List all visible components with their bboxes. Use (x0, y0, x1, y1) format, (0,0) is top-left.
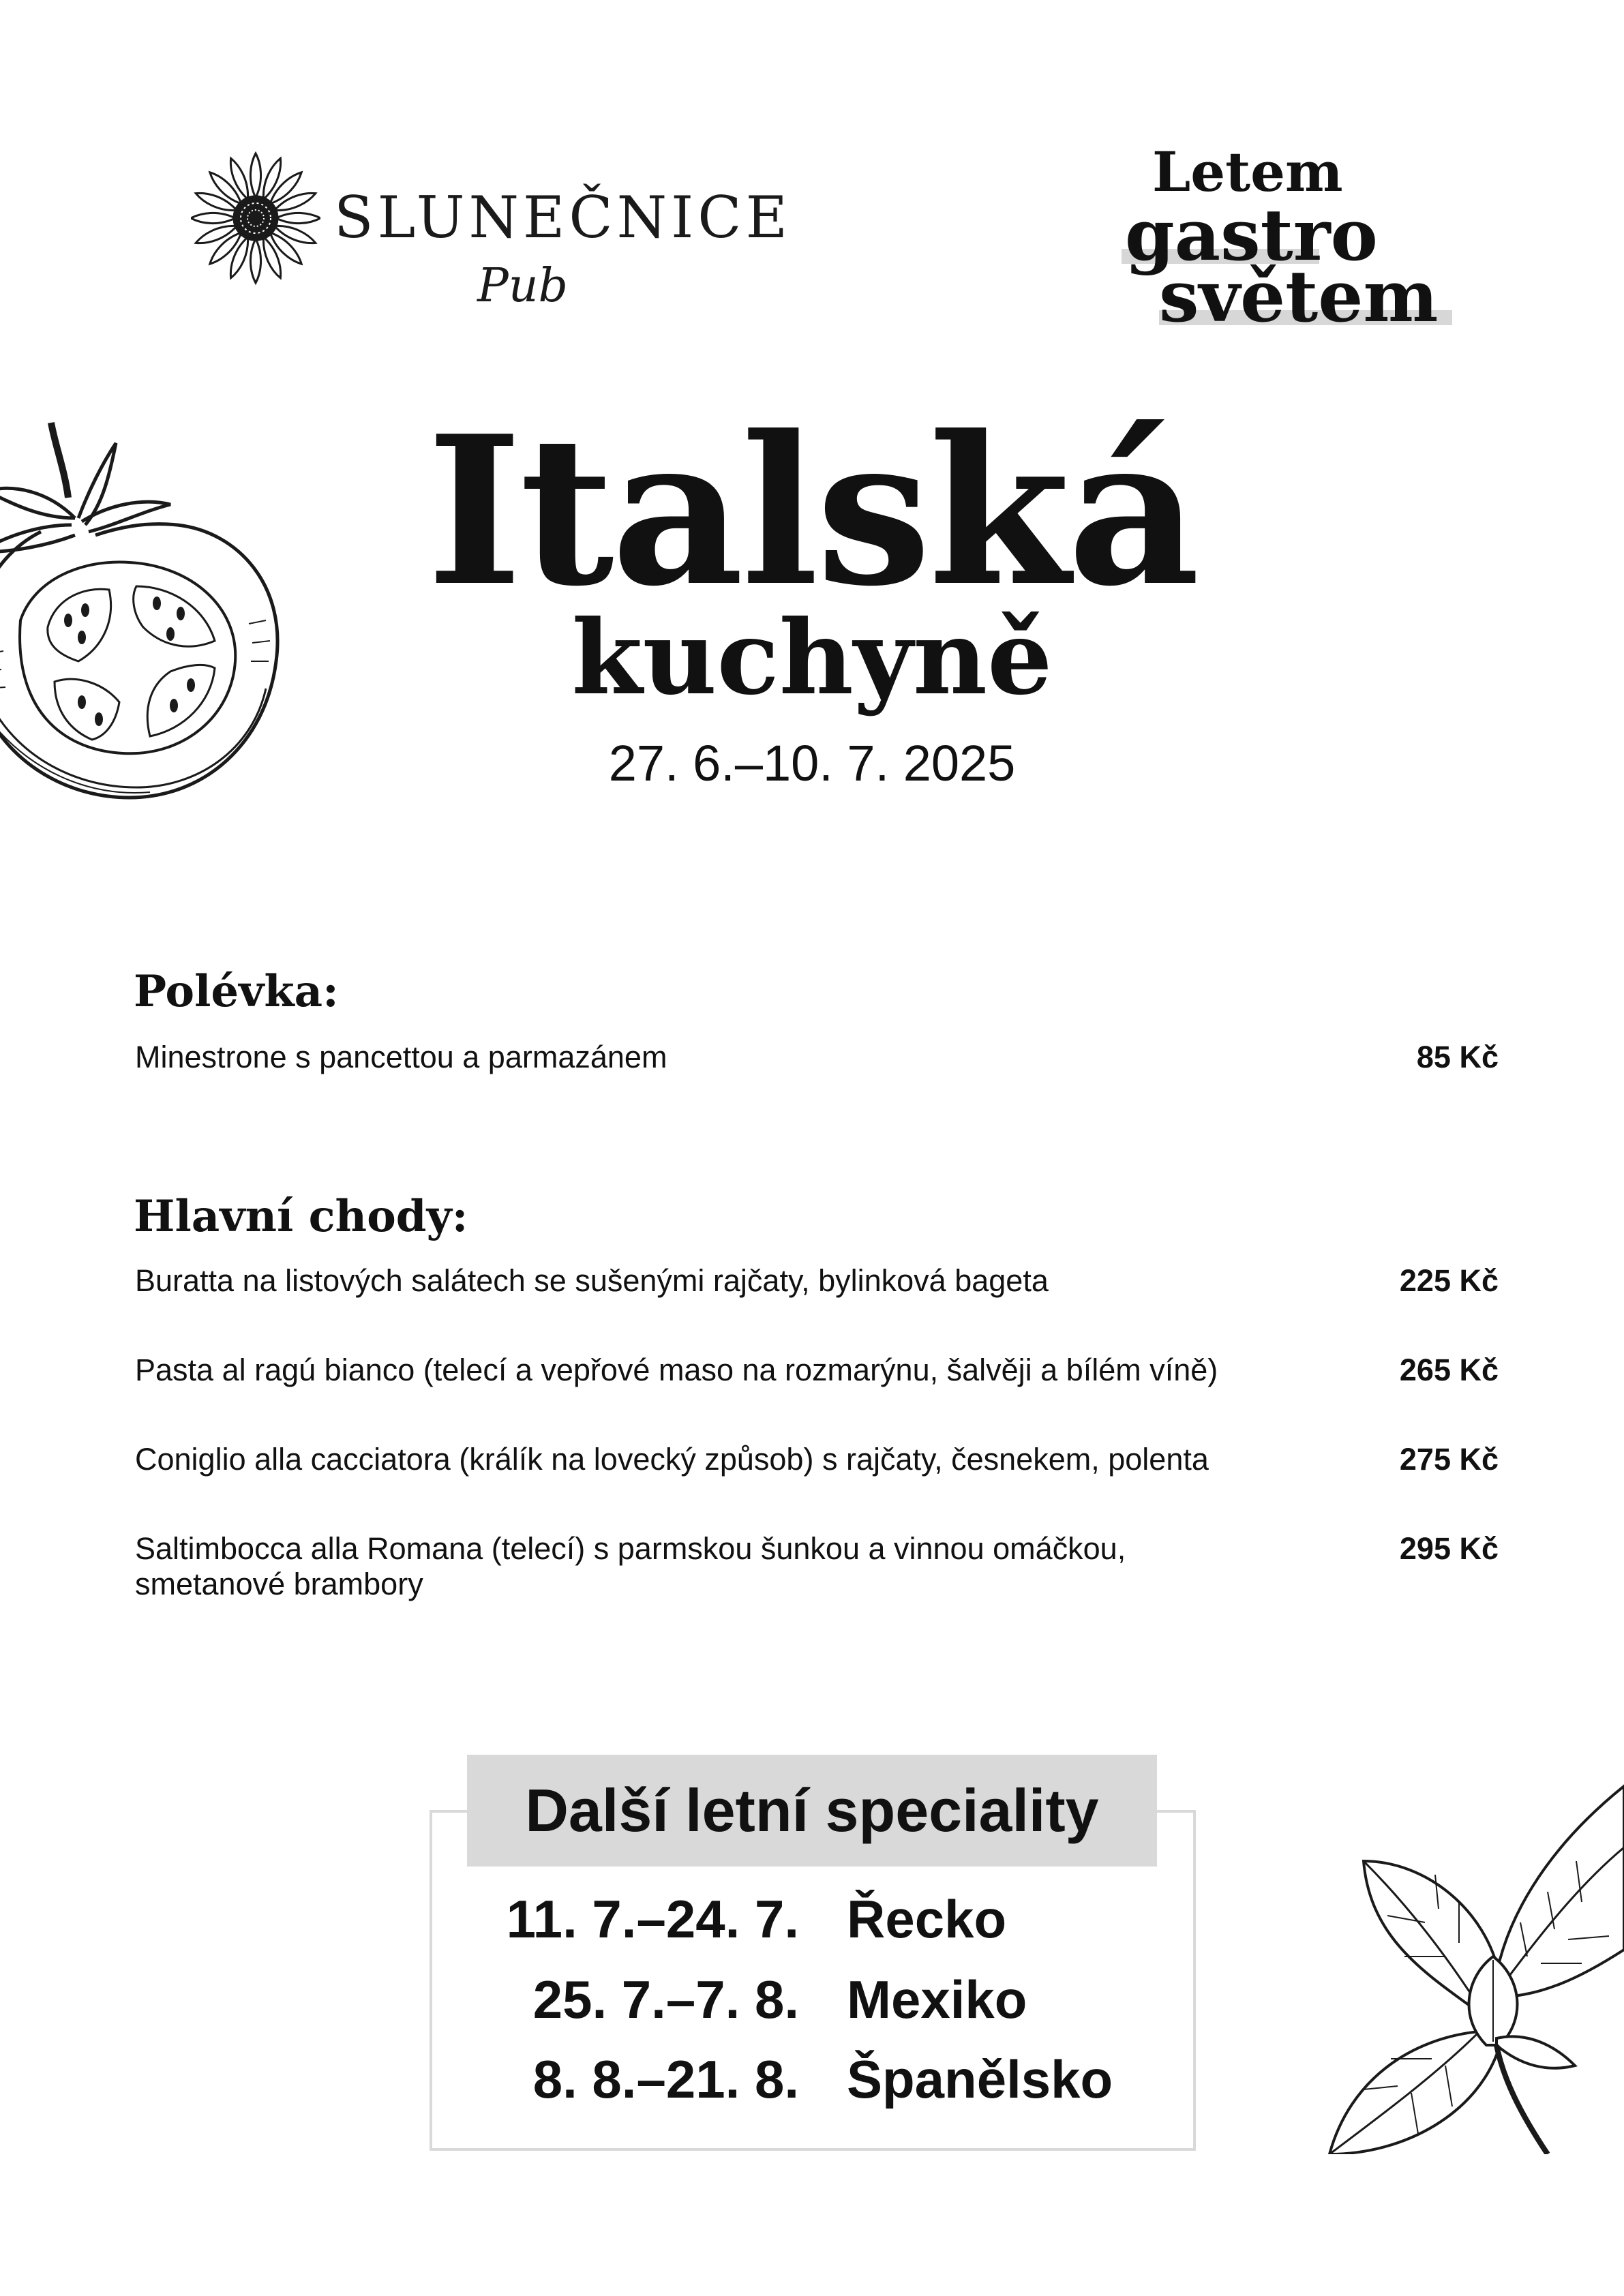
menu-item-price: 225 Kč (1399, 1263, 1499, 1298)
menu-item-name: Saltimbocca alla Romana (telecí) s parmskou šunkou a vinnou omáčkou, (135, 1531, 1126, 1566)
menu-item-name: Coniglio alla cacciatora (králík na lovecký způsob) s rajčaty, česnekem, polenta (135, 1442, 1209, 1477)
sunflower-icon (191, 150, 320, 286)
page-subtitle: kuchyně (571, 598, 1053, 718)
menu-item (135, 1263, 1499, 1299)
special-country: Řecko (847, 1889, 1007, 1949)
menu-item-price: 85 Kč (1416, 1040, 1499, 1074)
menu-item-price: 295 Kč (1399, 1531, 1499, 1566)
menu-item-name: Minestrone s pancettou a parmazánem (135, 1040, 667, 1074)
section-title-main-courses: Hlavní chody: (134, 1190, 468, 1244)
menu-item-name: Pasta al ragú bianco (telecí a vepřové maso na rozmarýnu, šalvěji a bílém víně) (135, 1353, 1218, 1387)
menu-item-price: 265 Kč (1399, 1353, 1499, 1387)
basil-illustration (1323, 1772, 1624, 2158)
date-range: 27. 6.–10. 7. 2025 (608, 735, 1016, 791)
special-date: 11. 7.–24. 7. (506, 1889, 799, 1949)
menu-item (135, 1353, 1499, 1388)
tagline-line-2: gastro (1125, 193, 1378, 277)
specials-title: Další letní speciality (525, 1777, 1099, 1844)
special-country: Mexiko (847, 1969, 1027, 2029)
menu-item-name: Buratta na listových salátech se sušenými rajčaty, bylinková bageta (135, 1263, 1049, 1298)
special-date: 25. 7.–7. 8. (532, 1969, 799, 2029)
pub-subtitle: Pub (477, 259, 569, 313)
pub-name: SLUNEČNICE (334, 184, 792, 251)
special-date: 8. 8.–21. 8. (532, 2049, 799, 2109)
menu-item (135, 1040, 1499, 1075)
menu-item (135, 1531, 1499, 1602)
menu-item (135, 1442, 1499, 1477)
page-title: Italská (426, 391, 1198, 631)
tagline-line-3: světem (1159, 254, 1439, 338)
special-country: Španělsko (847, 2049, 1113, 2109)
tagline-line-1: Letem (1152, 140, 1343, 204)
tagline (1104, 140, 1459, 337)
menu-item-name-line-2: smetanové brambory (135, 1567, 423, 1601)
section-title-soup: Polévka: (134, 965, 339, 1019)
pub-logo (191, 143, 792, 320)
menu-item-price: 275 Kč (1399, 1442, 1499, 1477)
